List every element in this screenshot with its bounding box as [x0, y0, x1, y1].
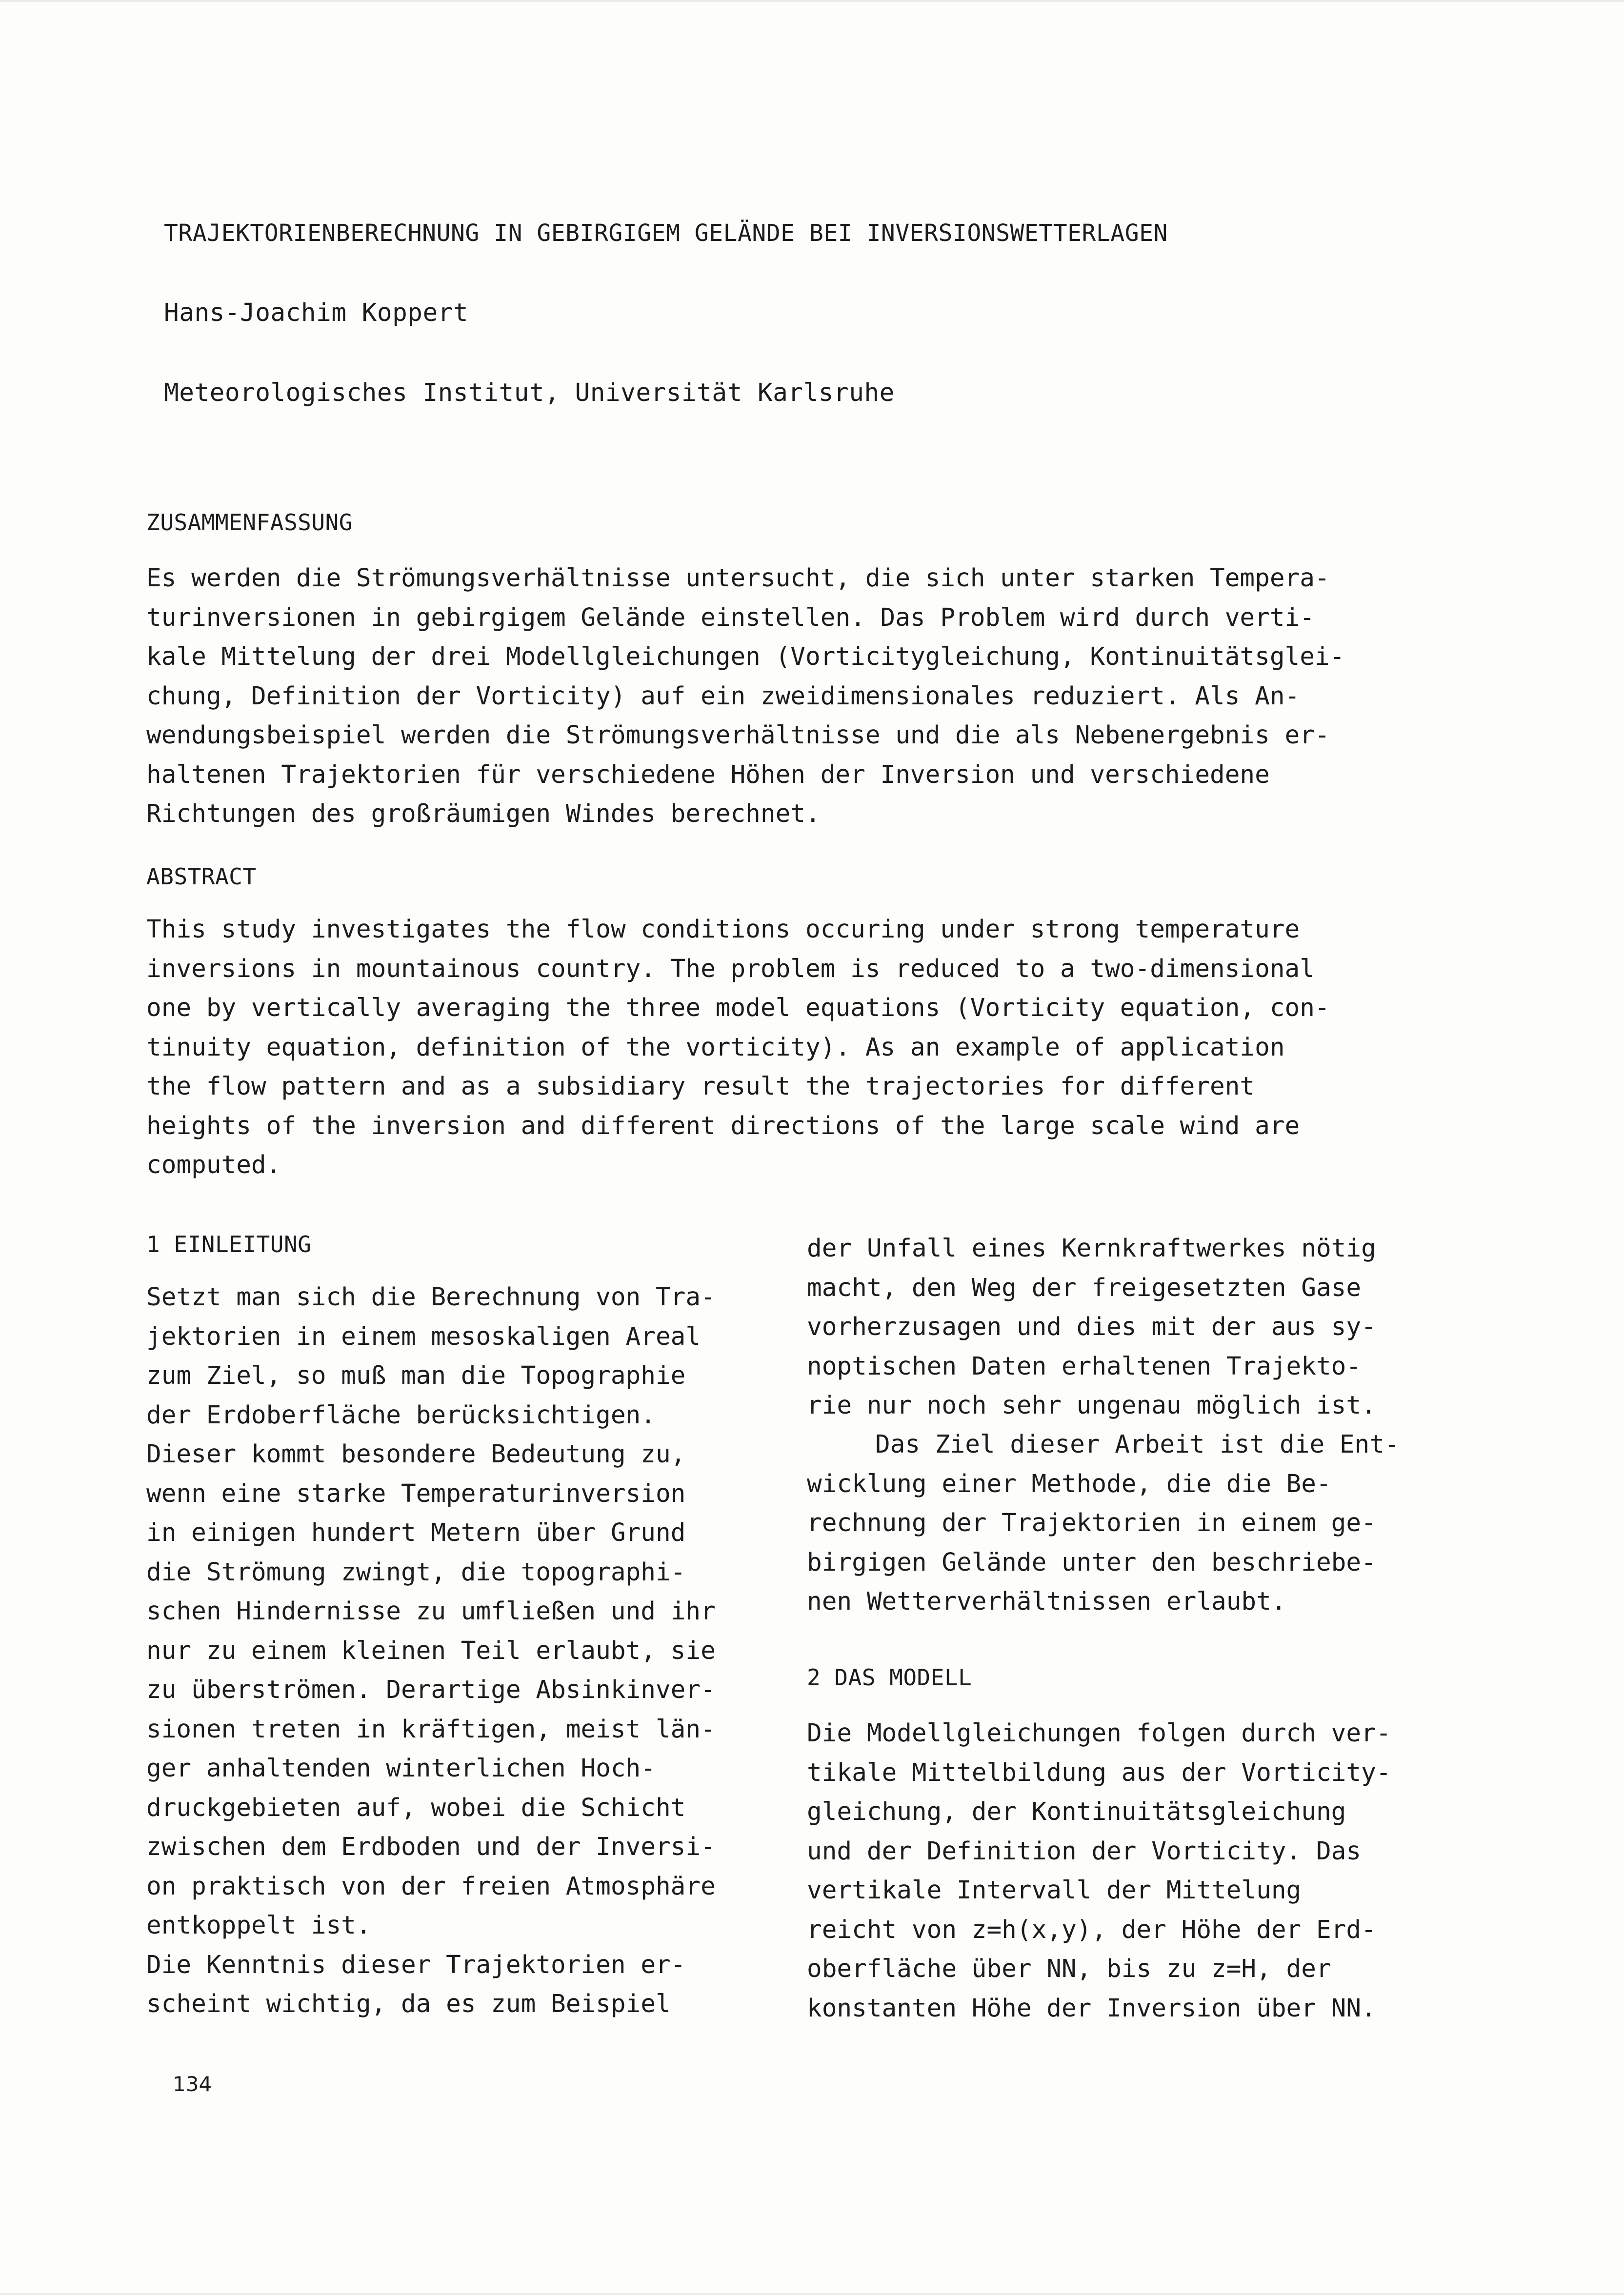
paper-title: TRAJEKTORIENBERECHNUNG IN GEBIRGIGEM GELÄNDE BEI INVERSIONSWETTERLAGEN: [164, 220, 1168, 247]
section2-heading: 2 DAS MODELL: [807, 1664, 972, 1691]
section2-line: tikale Mittelbildung aus der Vorticity-: [807, 1758, 1391, 1787]
abstract-line: computed.: [146, 1151, 281, 1179]
section2-body: [807, 1714, 1436, 2028]
section1-line: druckgebieten auf, wobei die Schicht: [146, 1793, 686, 1822]
section2-line: vertikale Intervall der Mittelung: [807, 1876, 1302, 1905]
section1-line: der Erdoberfläche berücksichtigen.: [146, 1400, 656, 1430]
section1-right-line: rechnung der Trajektorien in einem ge-: [807, 1509, 1376, 1537]
section1-right-line: wicklung einer Methode, die die Be-: [807, 1469, 1331, 1498]
section1-left-column: [146, 1278, 771, 2024]
section1-right-line: rie nur noch sehr ungenau möglich ist.: [807, 1391, 1376, 1420]
abstract-heading: ABSTRACT: [146, 863, 257, 890]
section1-line: zum Ziel, so muß man die Topographie: [146, 1361, 686, 1390]
abstract-line: inversions in mountainous country. The problem is reduced to a two-dimensional: [146, 954, 1315, 983]
section1-line: scheint wichtig, da es zum Beispiel: [146, 1990, 671, 2018]
zusammenfassung-line: haltenen Trajektorien für verschiedene Höhen der Inversion und verschiedene: [146, 760, 1270, 789]
section1-line: die Strömung zwingt, die topographi-: [146, 1557, 686, 1587]
zusammenfassung-line: turinversionen in gebirgigem Gelände einstellen. Das Problem wird durch verti-: [146, 603, 1315, 632]
section2-line: Die Modellgleichungen folgen durch ver-: [807, 1719, 1391, 1748]
zusammenfassung-line: wendungsbeispiel werden die Strömungsverhältnisse und die als Nebenergebnis er-: [146, 721, 1330, 750]
section1-line: ger anhaltenden winterlichen Hoch-: [146, 1754, 656, 1783]
section1-line: Die Kenntnis dieser Trajektorien er-: [146, 1950, 686, 1979]
zusammenfassung-heading: ZUSAMMENFASSUNG: [146, 509, 353, 536]
author-name: Hans-Joachim Koppert: [164, 299, 469, 327]
section2-line: konstanten Höhe der Inversion über NN.: [807, 1994, 1376, 2023]
zusammenfassung-line: chung, Definition der Vorticity) auf ein zweidimensionales reduziert. Als An-: [146, 681, 1300, 711]
section1-line: zu überströmen. Derartige Absinkinver-: [146, 1676, 716, 1704]
section1-line: on praktisch von der freien Atmosphäre: [146, 1872, 716, 1901]
section1-right-line: noptischen Daten erhaltenen Trajekto-: [807, 1352, 1362, 1381]
section1-line: Dieser kommt besondere Bedeutung zu,: [146, 1440, 686, 1469]
section2-line: gleichung, der Kontinuitätsgleichung: [807, 1797, 1346, 1826]
scan-edge-top: [0, 0, 1624, 2]
zusammenfassung-line: Richtungen des großräumigen Windes berechnet.: [146, 799, 821, 828]
section1-line: Setzt man sich die Berechnung von Tra-: [146, 1283, 716, 1312]
section1-line: jektorien in einem mesoskaligen Areal: [146, 1322, 701, 1351]
section1-line: nur zu einem kleinen Teil erlaubt, sie: [146, 1636, 716, 1665]
section1-right-line: nen Wetterverhältnissen erlaubt.: [807, 1587, 1286, 1616]
section1-line: entkoppelt ist.: [146, 1911, 371, 1940]
section1-heading: 1 EINLEITUNG: [146, 1231, 312, 1257]
page-number: 134: [173, 2072, 212, 2096]
zusammenfassung-line: kale Mittelung der drei Modellgleichungen (Vorticitygleichung, Kontinuitätsglei-: [146, 642, 1345, 671]
section1-line: sionen treten in kräftigen, meist län-: [146, 1715, 716, 1744]
section2-line: reicht von z=h(x,y), der Höhe der Erd-: [807, 1915, 1376, 1944]
scan-edge-bottom: [0, 2293, 1624, 2295]
section1-line: zwischen dem Erdboden und der Inversi-: [146, 1833, 716, 1861]
abstract-line: the flow pattern and as a subsidiary result the trajectories for different: [146, 1072, 1255, 1101]
zusammenfassung-line: Es werden die Strömungsverhältnisse untersucht, die sich unter starken Tempera-: [146, 564, 1330, 593]
abstract-line: tinuity equation, definition of the vorticity). As an example of application: [146, 1033, 1285, 1062]
section1-line: schen Hindernisse zu umfließen und ihr: [146, 1597, 716, 1626]
zusammenfassung-body: [146, 559, 1344, 834]
section1-right-line: birgigen Gelände unter den beschriebe-: [807, 1548, 1376, 1577]
section1-line: in einigen hundert Metern über Grund: [146, 1518, 686, 1547]
author-affiliation: Meteorologisches Institut, Universität Karlsruhe: [164, 379, 895, 407]
abstract-line: heights of the inversion and different directions of the large scale wind are: [146, 1111, 1300, 1140]
section1-right-column: [807, 1229, 1436, 1426]
section1-right-line: der Unfall eines Kernkraftwerkes nötig: [807, 1234, 1376, 1263]
section1-right-paragraph-2: [807, 1425, 1436, 1622]
section2-line: oberfläche über NN, bis zu z=H, der: [807, 1955, 1331, 1983]
section1-line: wenn eine starke Temperaturinversion: [146, 1479, 686, 1508]
abstract-line: one by vertically averaging the three model equations (Vorticity equation, con-: [146, 994, 1330, 1022]
abstract-line: This study investigates the flow conditions occuring under strong temperature: [146, 915, 1300, 944]
abstract-body: [146, 910, 1330, 1185]
section1-right-line: Das Ziel dieser Arbeit ist die Ent-: [875, 1430, 1400, 1459]
section1-right-line: vorherzusagen und dies mit der aus sy-: [807, 1313, 1376, 1341]
section2-line: und der Definition der Vorticity. Das: [807, 1836, 1362, 1866]
section1-right-line: macht, den Weg der freigesetzten Gase: [807, 1273, 1362, 1302]
